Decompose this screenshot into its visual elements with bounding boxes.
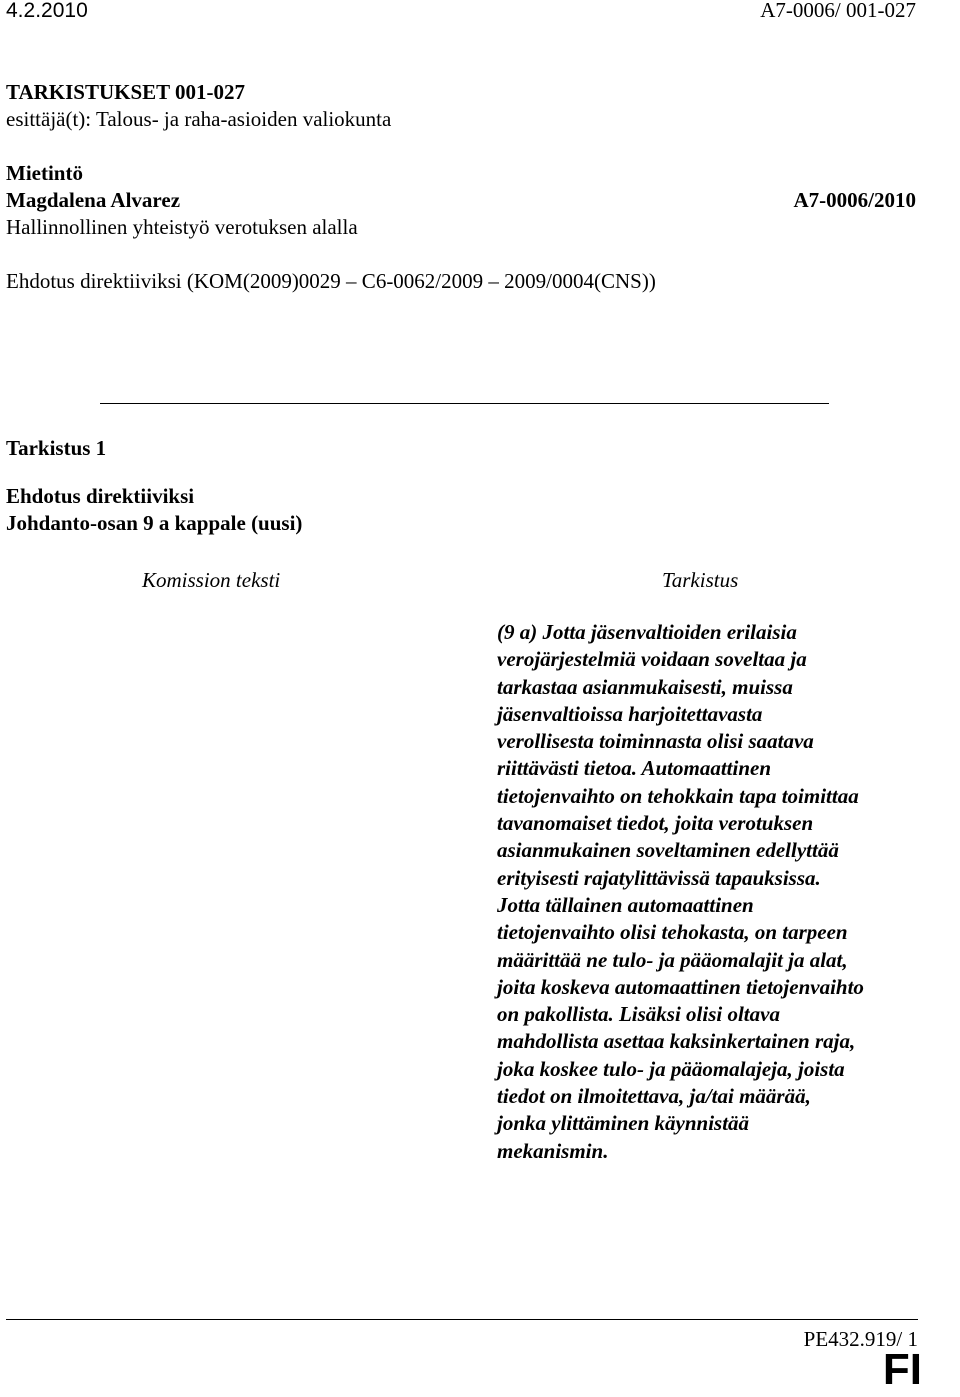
amendment-text-line: joita koskeva automaattinen tietojenvaihto (497, 974, 864, 999)
amendment-text-line: tiedot on ilmoitettava, ja/tai määrää, (497, 1084, 811, 1109)
amendment-text-line: mahdollista asettaa kaksinkertainen raja, (497, 1029, 856, 1054)
amendment-text-line: joka koskee tulo- ja pääomalajeja, joista (497, 1056, 845, 1081)
language-code: FI (882, 1345, 922, 1394)
amendment-text-line: tietojenvaihto on tehokkain tapa toimittaa (497, 783, 859, 808)
amendment-header (6, 435, 302, 537)
report-subject: Hallinnollinen yhteistyö verotuksen alalla (6, 215, 358, 239)
title-block (6, 79, 391, 133)
report-rapporteur-row (6, 187, 916, 214)
document-heading: TARKISTUKSET 001-027 (6, 80, 246, 104)
rapporteur-name: Magdalena Alvarez (6, 188, 181, 212)
amendment-text-line: tarkastaa asianmukaisesti, muissa (497, 674, 793, 699)
amendment-document: Ehdotus direktiiviksi (6, 484, 195, 508)
report-number: A7-0006/2010 (793, 188, 916, 212)
amendment-text-line: riittävästi tietoa. Automaattinen (497, 756, 772, 781)
amendment-text-line: verojärjestelmiä voidaan soveltaa ja (497, 647, 807, 672)
amendment-text-line: asianmukainen soveltaminen edellyttää (497, 838, 839, 863)
amendment-text-line: määrittää ne tulo- ja pääomalajit ja alat, (497, 947, 848, 972)
amendment-text-line: jäsenvaltioissa harjoitettavasta (497, 701, 763, 726)
proposal-line: Ehdotus direktiiviksi (KOM(2009)0029 – C6-0062/2009 – 2009/0004(CNS)) (6, 269, 656, 293)
amendment-text-line: mekanismin. (497, 1138, 609, 1163)
column-heading-amendment: Tarkistus (662, 568, 739, 592)
column-heading-commission: Komission teksti (142, 568, 281, 592)
footer-reference: PE432.919/ 1 (803, 1327, 918, 1351)
amendment-text-line: jonka ylittäminen käynnistää (497, 1111, 750, 1136)
amendment-text-line: Jotta tällainen automaattinen (497, 892, 754, 917)
amendment-text-line: on pakollista. Lisäksi olisi oltava (497, 1002, 780, 1027)
amendment-text-line: erityisesti rajatylittävissä tapauksissa. (497, 865, 821, 890)
footer-divider (6, 1319, 918, 1320)
amendment-text-line: tietojenvaihto olisi tehokasta, on tarpeen (497, 920, 848, 945)
header-date: 4.2.2010 (6, 0, 88, 22)
amendment-text (497, 619, 927, 1165)
amendment-position: Johdanto-osan 9 a kappale (uusi) (6, 511, 303, 535)
presenter-line: esittäjä(t): Talous- ja raha-asioiden valiokunta (6, 107, 392, 131)
amendment-number: Tarkistus 1 (6, 436, 107, 460)
header-reference: A7-0006/ 001-027 (760, 0, 916, 22)
report-label: Mietintö (6, 161, 83, 185)
report-block (6, 160, 916, 241)
amendment-text-line: tavanomaiset tiedot, joita verotuksen (497, 811, 814, 836)
amendment-text-line: verollisesta toiminnasta olisi saatava (497, 729, 814, 754)
amendment-text-line: (9 a) Jotta jäsenvaltioiden erilaisia (497, 620, 797, 644)
separator-line (100, 403, 829, 404)
